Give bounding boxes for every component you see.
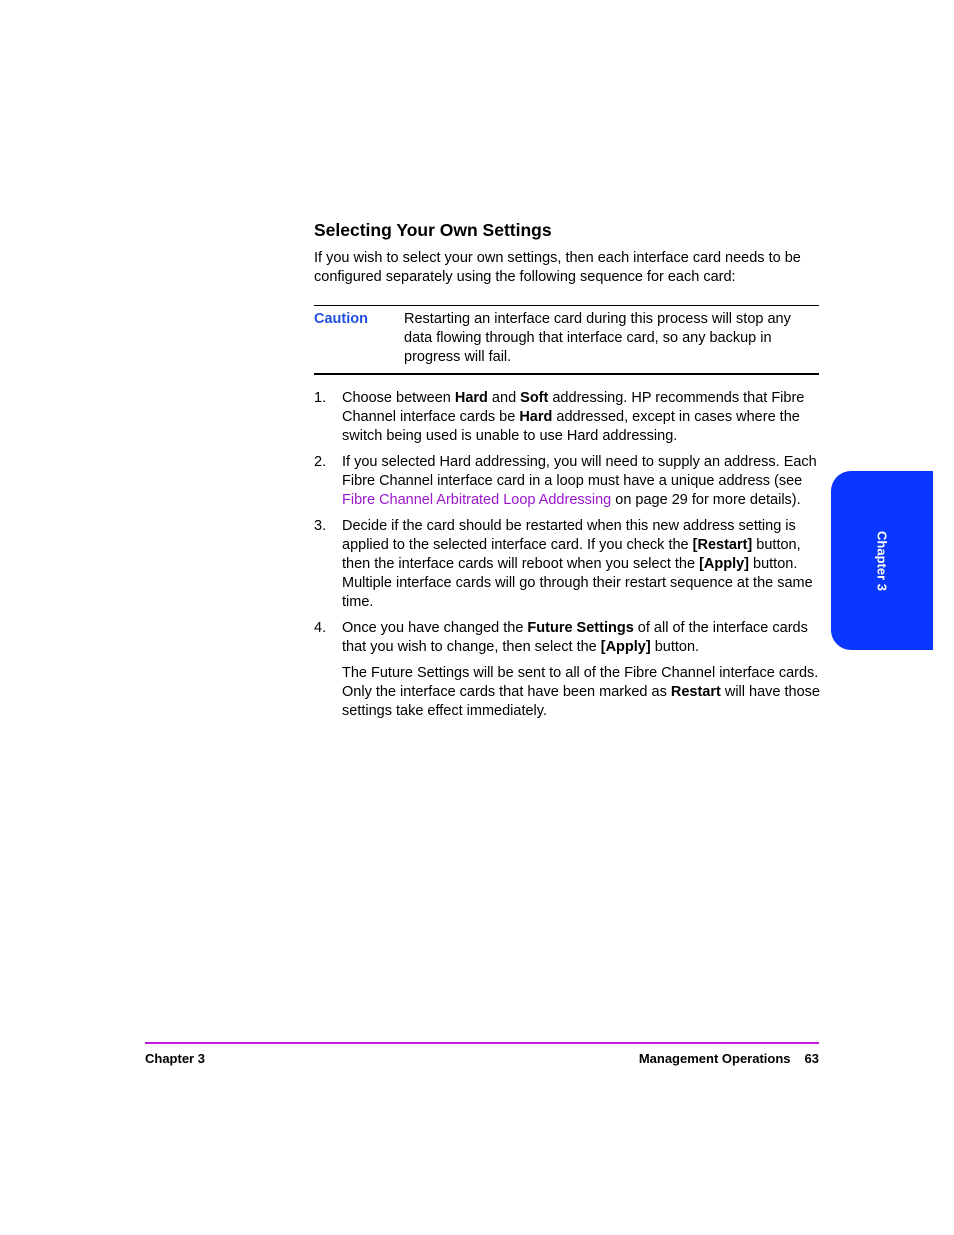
list-item	[314, 389, 820, 446]
step-term-hard: Hard	[454, 390, 488, 406]
step-number: 2.	[314, 454, 327, 470]
step-text: button, then the interface cards will reboot when you select the	[342, 537, 801, 572]
caution-label: Caution	[314, 311, 368, 327]
step-text: button.	[650, 639, 700, 655]
step-text: addressing. HP recommends that Fibre Channel interface cards be	[342, 390, 805, 425]
step-text: Decide if the card should be restarted when this new address setting is applied to the selected interface card. If you check the	[342, 518, 796, 553]
step-text: If you selected Hard addressing, you will need to supply an address. Each Fibre Channel interface card in a loop must have a unique address (see	[342, 454, 817, 489]
step-text: Once you have changed the	[342, 620, 528, 636]
step-text: Choose between	[342, 390, 455, 406]
caution-top-rule	[314, 305, 819, 306]
list-item	[314, 619, 820, 657]
footer-rule	[145, 1042, 819, 1044]
chapter-tab	[831, 471, 933, 650]
caution-bottom-rule	[314, 373, 819, 375]
followup-text: The Future Settings will be sent to all of the Fibre Channel interface cards. Only the interface cards that have been marked as	[342, 665, 819, 700]
step-number: 4.	[314, 620, 327, 636]
step-term-apply: [Apply]	[600, 639, 651, 655]
footer-chapter: Chapter 3	[145, 1051, 205, 1066]
steps-list	[314, 389, 820, 721]
footer-right	[639, 1049, 819, 1068]
step-text: on page 29 for more details).	[611, 492, 801, 508]
intro-paragraph: If you wish to select your own settings, then each interface card needs to be configured separately using the following sequence for each card:	[314, 250, 801, 285]
cross-reference-link[interactable]: Fibre Channel Arbitrated Loop Addressing	[342, 492, 612, 508]
step-text: and	[487, 390, 521, 406]
followup-text: will have those settings take effect immediately.	[342, 684, 820, 719]
footer-title: Management Operations	[638, 1051, 791, 1066]
step-term-hard: Hard	[519, 409, 553, 425]
list-item	[314, 517, 820, 612]
page-number: 63	[804, 1051, 819, 1066]
followup-paragraph	[314, 664, 820, 721]
step-number: 1.	[314, 390, 327, 406]
step-term-soft: Soft	[520, 390, 549, 406]
caution-text: Restarting an interface card during this process will stop any data flowing through that interface card, so any backup in progress will fail.	[404, 311, 791, 365]
step-text: button. Multiple interface cards will go through their restart sequence at the same time.	[342, 556, 813, 610]
section-heading: Selecting Your Own Settings	[314, 220, 552, 240]
step-text: addressed, except in cases where the switch being used is unable to use Hard addressing.	[342, 409, 800, 444]
chapter-tab-label: Chapter 3	[874, 530, 890, 591]
step-term-future-settings: Future Settings	[527, 620, 634, 636]
step-text: of all of the interface cards that you wish to change, then select the	[342, 620, 808, 655]
followup-term-restart: Restart	[670, 684, 721, 700]
list-item	[314, 453, 820, 510]
step-term-apply: [Apply]	[699, 556, 749, 572]
step-number: 3.	[314, 518, 327, 534]
step-term-restart: [Restart]	[692, 537, 753, 553]
